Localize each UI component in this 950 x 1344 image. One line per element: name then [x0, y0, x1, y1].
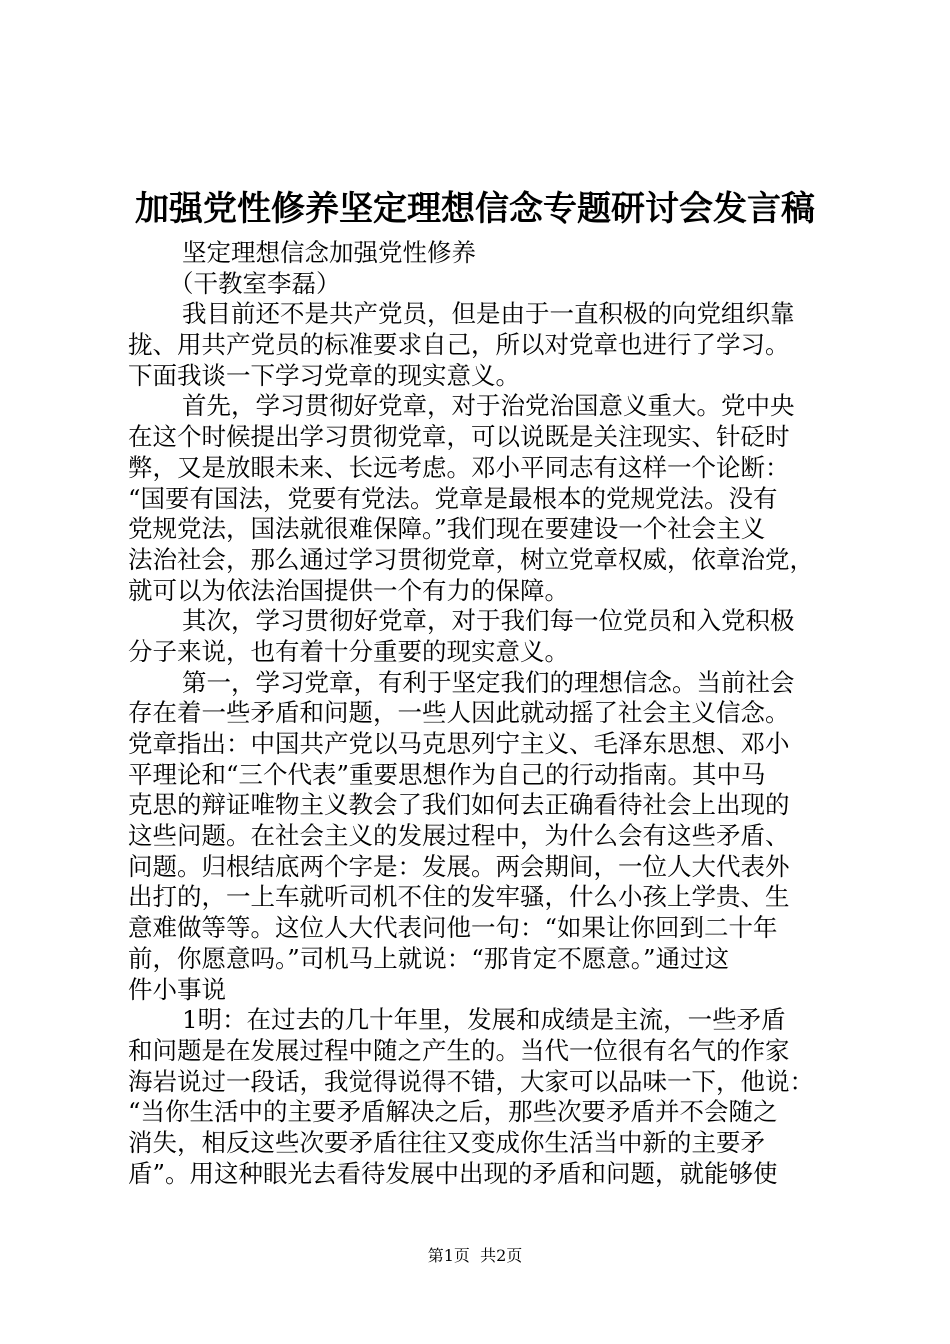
text-line: 存在着一些矛盾和问题，一些人因此就动摇了社会主义信念。	[128, 698, 790, 728]
page-footer	[0, 1246, 950, 1266]
text-line: 第一，学习党章，有利于坚定我们的理想信念。当前社会	[182, 667, 795, 697]
text-line: “国要有国法，党要有党法。党章是最根本的党规党法。没有	[128, 483, 778, 513]
text-line: 党规党法，国法就很难保障。”我们现在要建设一个社会主义	[128, 514, 766, 544]
text-line: 分子来说，也有着十分重要的现实意义。	[128, 636, 569, 666]
text-line: 弊，又是放眼未来、长远考虑。邓小平同志有这样一个论断：	[128, 452, 790, 482]
text-line: 我目前还不是共产党员，但是由于一直积极的向党组织靠	[182, 299, 795, 329]
text-line: 党章指出：中国共产党以马克思列宁主义、毛泽东思想、邓小	[128, 729, 790, 758]
text-line: 出打的，一上车就听司机不住的发牢骚，什么小孩上学贵、生	[128, 882, 790, 912]
text-line: 克思的辩证唯物主义教会了我们如何去正确看待社会上出现的	[128, 790, 790, 820]
text-line: 这些问题。在社会主义的发展过程中，为什么会有这些矛盾、	[128, 821, 790, 851]
page-number: 第1页 共2页	[427, 1246, 523, 1265]
text-line: 首先，学习贯彻好党章，对于治党治国意义重大。党中央	[182, 391, 795, 421]
document-body	[128, 238, 840, 1189]
text-line: 拢、用共产党员的标准要求自己，所以对党章也进行了学习。	[128, 330, 790, 360]
document-title: 加强党性修养坚定理想信念专题研讨会发言稿	[135, 189, 815, 229]
text-line: 平理论和“三个代表”重要思想作为自己的行动指南。其中马	[128, 759, 766, 789]
text-line: 就可以为依法治国提供一个有力的保障。	[128, 575, 569, 605]
text-line: 其次，学习贯彻好党章，对于我们每一位党员和入党积极	[182, 606, 795, 636]
text-line: 和问题是在发展过程中随之产生的。当代一位很有名气的作家	[128, 1035, 790, 1065]
text-line: 在这个时候提出学习贯彻党章，可以说既是关注现实、针砭时	[128, 422, 790, 452]
text-line: 海岩说过一段话，我觉得说得不错，大家可以品味一下，他说：	[128, 1066, 814, 1096]
text-line: 法治社会，那么通过学习贯彻党章，树立党章权威，依章治党，	[128, 544, 814, 574]
text-line: 意难做等等。这位人大代表问他一句：“如果让你回到二十年	[128, 913, 778, 943]
text-line: 坚定理想信念加强党性修养	[182, 238, 476, 267]
text-line: 问题。归根结底两个字是：发展。两会期间，一位人大代表外	[128, 851, 790, 881]
text-line: 件小事说	[128, 974, 226, 1004]
text-line: 前，你愿意吗。”司机马上就说：“那肯定不愿意。”通过这	[128, 943, 730, 973]
text-line: 消失，相反这些次要矛盾往往又变成你生活当中新的主要矛	[128, 1127, 765, 1157]
text-line: （干教室李磊）	[169, 268, 341, 298]
text-line: 盾”。用这种眼光去看待发展中出现的矛盾和问题，就能够使	[128, 1158, 778, 1188]
text-line: “当你生活中的主要矛盾解决之后，那些次要矛盾并不会随之	[128, 1097, 778, 1127]
text-line: 1明：在过去的几十年里，发展和成绩是主流，一些矛盾	[182, 1005, 786, 1035]
text-line: 下面我谈一下学习党章的现实意义。	[128, 360, 520, 390]
